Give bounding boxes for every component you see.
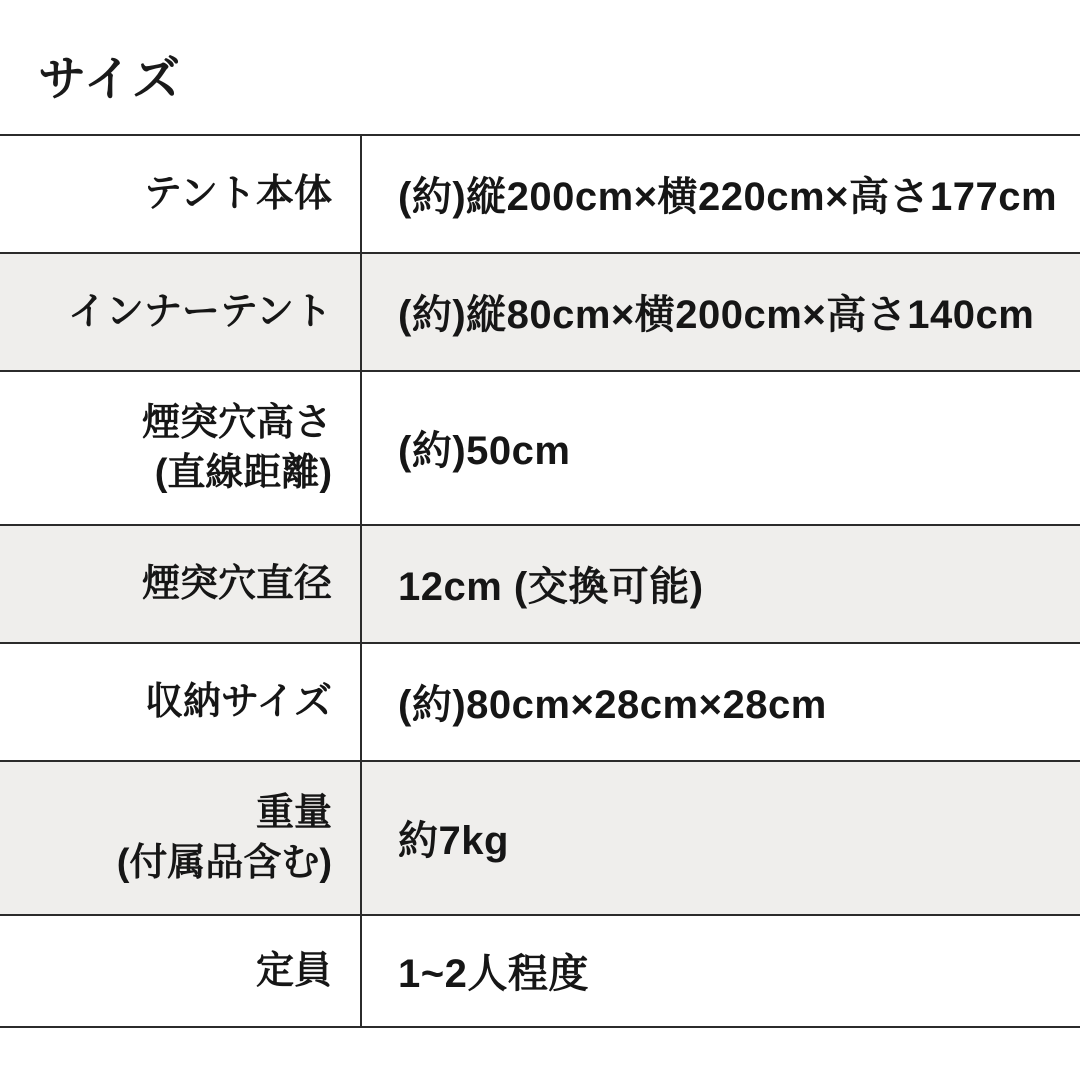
spec-row-tent-body	[0, 136, 1080, 254]
page-title: サイズ	[38, 53, 182, 106]
spec-label-line: 煙突穴直径	[141, 562, 332, 605]
spec-value-inner-tent	[362, 254, 1080, 370]
spec-row-capacity	[0, 916, 1080, 1028]
spec-value-chimney-height	[362, 372, 1080, 524]
spec-row-chimney-height	[0, 372, 1080, 526]
spec-value-text: 約7kg	[398, 819, 509, 864]
spec-value-capacity	[362, 916, 1080, 1026]
spec-row-chimney-diameter	[0, 526, 1080, 644]
spec-label-tent-body	[0, 136, 362, 252]
spec-label-capacity	[0, 916, 362, 1026]
spec-value-text: 12cm (交換可能)	[398, 565, 704, 610]
spec-value-storage-size	[362, 644, 1080, 760]
spec-label-line: 煙突穴高さ	[141, 401, 332, 444]
spec-value-weight	[362, 762, 1080, 914]
spec-row-weight	[0, 762, 1080, 916]
spec-label-line: 定員	[255, 949, 332, 992]
spec-label-chimney-diameter	[0, 526, 362, 642]
spec-label-line: 重量	[255, 791, 332, 834]
spec-value-text: (約)80cm×28cm×28cm	[398, 683, 827, 728]
spec-label-chimney-height	[0, 372, 362, 524]
spec-label-weight	[0, 762, 362, 914]
spec-label-line: 収納サイズ	[145, 680, 332, 723]
spec-label-line: インナーテント	[67, 290, 332, 333]
spec-label-inner-tent	[0, 254, 362, 370]
spec-row-storage-size	[0, 644, 1080, 762]
spec-row-inner-tent	[0, 254, 1080, 372]
spec-value-text: (約)縦200cm×横220cm×高さ177cm	[398, 175, 1058, 220]
spec-value-chimney-diameter	[362, 526, 1080, 642]
spec-label-line: (付属品含む)	[116, 841, 332, 884]
spec-label-line: (直線距離)	[154, 451, 332, 494]
spec-value-text: 1~2人程度	[398, 952, 589, 997]
spec-value-text: (約)50cm	[398, 429, 571, 474]
spec-value-text: (約)縦80cm×横200cm×高さ140cm	[398, 293, 1035, 338]
size-spec-table	[0, 134, 1080, 1028]
spec-label-storage-size	[0, 644, 362, 760]
spec-label-line: テント本体	[143, 172, 332, 215]
spec-value-tent-body	[362, 136, 1080, 252]
